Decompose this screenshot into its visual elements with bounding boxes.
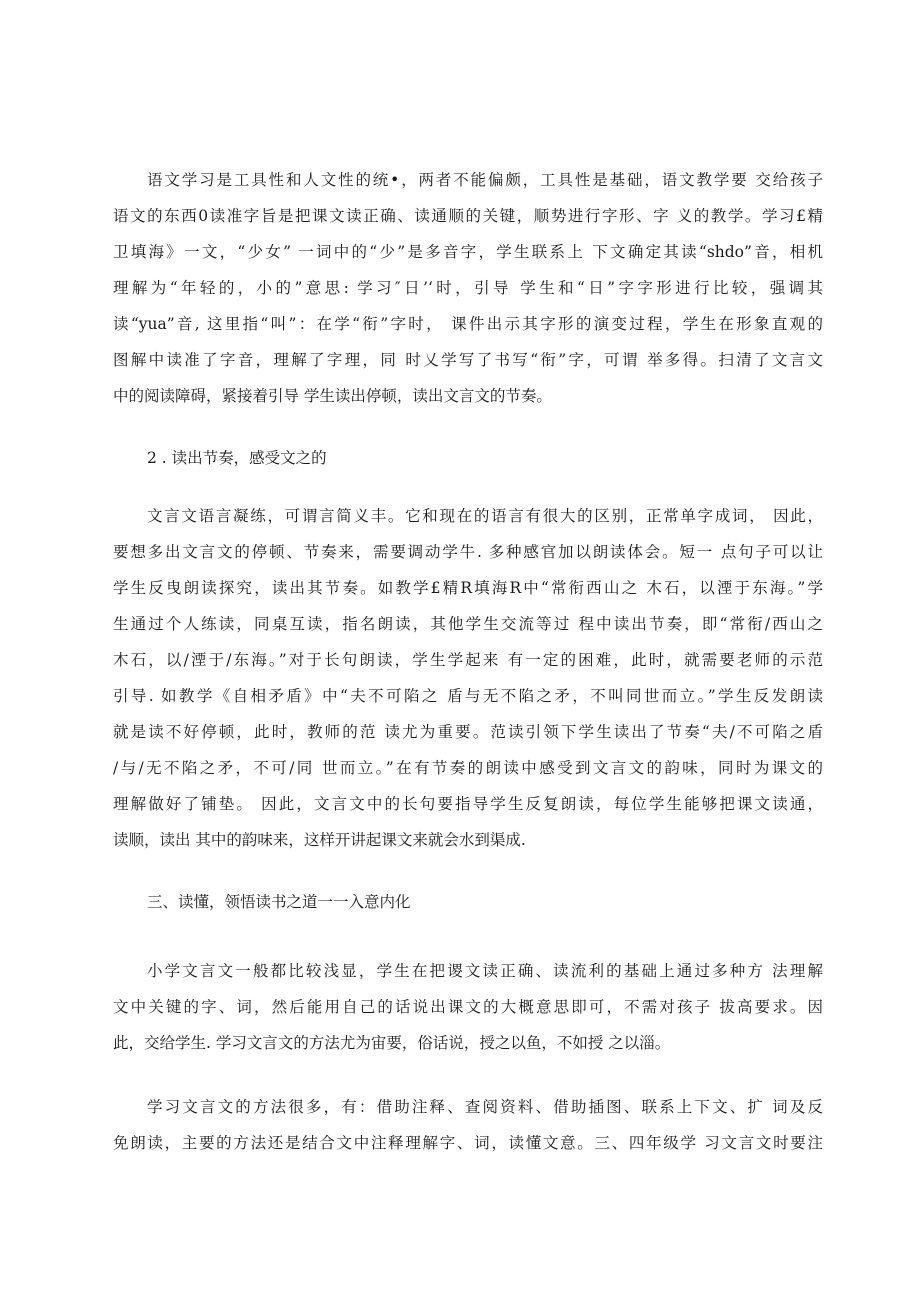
text-line: 读顺，读出 其中的韵味来，这样开讲起课文来就会水到渠成. [113, 831, 526, 849]
paragraph-1 [113, 162, 823, 414]
text-line: 中的阅读障碍，紧接着引导 学生读出停顿，读出文言文的节奏。 [113, 387, 552, 405]
text-line: 学习文言文的方法很多，有：借助注释、查阅资料、借助插图、联系上下文、扩 词及反 [147, 1098, 823, 1116]
section-heading-3: 三、读懂，领悟读书之道一一入意内化 [147, 893, 411, 911]
text-line: 理解做好了铺垫。 因此，文言文中的长句要指导学生反复朗读，每位学生能够把课文读通， [113, 795, 823, 813]
paragraph-2 [113, 498, 823, 858]
text-line: 要想多出文言文的停顿、节奏来，需要调动学牛. 多种感官加以朗读体会。短一 点句子可以让 [113, 543, 823, 561]
text-line: 学生反曳朗读探究，读出其节奏。如教学£精R填海R中“常衔西山之 木石，以湮于东海。”学 [113, 579, 823, 597]
paragraph-4 [113, 1089, 823, 1161]
text-line: 小学文言文一般都比较浅显，学生在把谡文读正确、读流利的基础上通过多种方 法理解 [147, 962, 823, 980]
text-line: 此，交给学生. 学习文言文的方法尤为宙要，俗话说，授之以鱼，不如授 之以淄。 [113, 1034, 671, 1052]
text-line: 就是读不好停顿，此时，教师的范 读尤为重要。范读引领下学生读出了节奏“夫/不可陷之盾 [113, 723, 823, 741]
text-line: 文中关键的字、词，然后能用自己的话说出课文的大概意思即可，不需对孩子 拔高要求。因 [113, 998, 823, 1016]
text-line: /与/无不陷之矛，不可/同 世而立。”在有节奏的朗读中感受到文言文的韵味，同时为课文的 [113, 759, 823, 777]
text-line: 读“yua”音, 这里指“叫”：在学“衔”字时， 课件出示其字形的演变过程，学生在形象直观的 [113, 315, 823, 333]
text-line: 木石，以/湮于/东海。”对于长句朗读，学生学起来 有一定的困难，此时，就需要老师的示范 [113, 651, 823, 669]
paragraph-3 [113, 953, 823, 1061]
text-line: 语文的东西0读准字旨是把课文读正确、读通顺的关键，顺势进行字形、字 义的教学。学习£精 [113, 207, 823, 225]
text-line: 图解中读准了字音，理解了字理，同 时乂学写了书写“衔”字，可谓 举多得。扫清了文言文 [113, 351, 823, 369]
text-line: 语文学习是工具性和人文性的统•，两者不能偏颇，工具性是基础，语文教学要 交给孩子 [147, 171, 823, 189]
text-line: 生通过个人练读，同桌互读，指名朗读，其他学生交流等过 程中读出节奏，即“常衔/西山之 [113, 615, 823, 633]
text-line: 引导. 如教学《自相矛盾》中“夫不可陷之 盾与无不陷之矛，不叫同世而立。”学生反发朗读 [113, 687, 823, 705]
text-line: 卫填海》一文，“少女” 一词中的“少”是多音字，学生联系上 下文确定其读“shdo”音，相机 [113, 243, 823, 261]
text-line: 文言文语言凝练，可谓言简义丰。它和现在的语言有很大的区别，正常单字成词， 因此， [147, 507, 823, 525]
text-line: 免朗读，主要的方法还是结合文中注释理解字、词，读懂文意。三、四年级学 习文言文时要注 [113, 1134, 823, 1152]
text-line: 理解为“年轻的，小的”意思: 学习″日’‘时，引导 学生和“日”字字形进行比较，强调其 [113, 279, 823, 297]
section-heading-2: 2 . 读出节奏，感受文之的 [147, 449, 327, 467]
